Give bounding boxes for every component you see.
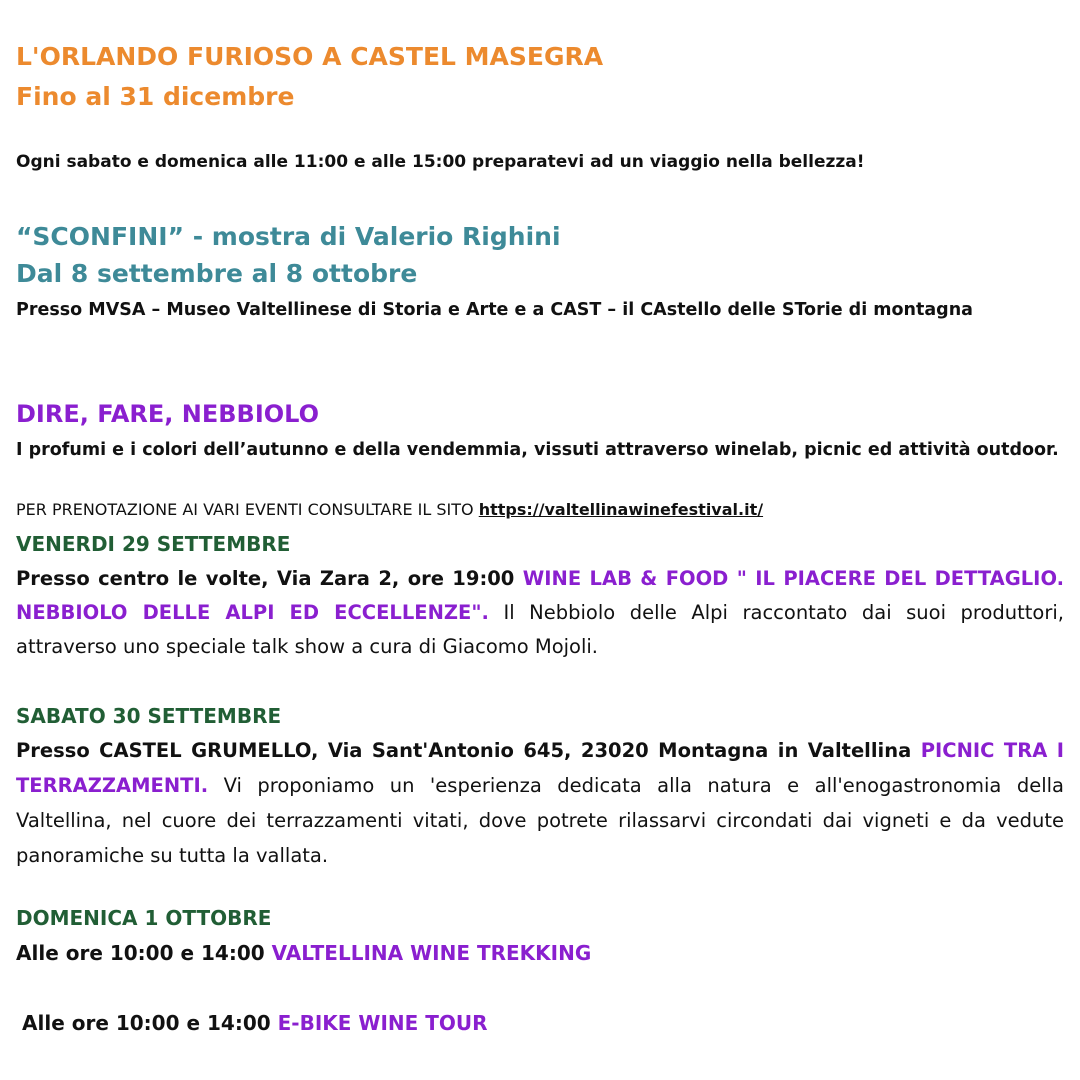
sconfini-location: Presso MVSA – Museo Valtellinese di Storia e Arte e a CAST – il CAstello delle STorie di montagna bbox=[16, 300, 973, 320]
saturday-location: Presso CASTEL GRUMELLO, Via Sant'Antonio 645, 23020 Montagna in Valtellina bbox=[16, 739, 921, 762]
ebike-line bbox=[22, 1008, 1064, 1038]
saturday-paragraph bbox=[16, 733, 1064, 873]
booking-text: PER PRENOTAZIONE AI VARI EVENTI CONSULTARE IL SITO bbox=[16, 500, 479, 519]
trekking-line bbox=[16, 938, 1064, 968]
friday-paragraph bbox=[16, 562, 1064, 664]
orlando-title: L'ORLANDO FURIOSO A CASTEL MASEGRA bbox=[16, 42, 604, 71]
ebike-event: E-BIKE WINE TOUR bbox=[277, 1011, 488, 1035]
sunday-date: DOMENICA 1 OTTOBRE bbox=[16, 906, 272, 930]
ebike-time: Alle ore 10:00 e 14:00 bbox=[22, 1011, 278, 1035]
booking-line bbox=[16, 498, 1064, 522]
trekking-time: Alle ore 10:00 e 14:00 bbox=[16, 941, 272, 965]
saturday-date: SABATO 30 SETTEMBRE bbox=[16, 704, 282, 728]
saturday-event: PICNIC TRA I TERRAZZAMENTI. bbox=[16, 739, 1064, 797]
trekking-event: VALTELLINA WINE TREKKING bbox=[271, 941, 592, 965]
nebbiolo-title: DIRE, FARE, NEBBIOLO bbox=[16, 400, 319, 428]
sconfini-title: “SCONFINI” - mostra di Valerio Righini bbox=[16, 222, 561, 251]
nebbiolo-description: I profumi e i colori dell’autunno e della vendemmia, vissuti attraverso winelab, picnic ed attività outdoor. bbox=[16, 440, 1059, 460]
orlando-dates: Fino al 31 dicembre bbox=[16, 82, 295, 111]
friday-event: WINE LAB & FOOD " IL PIACERE DEL DETTAGLIO. NEBBIOLO DELLE ALPI ED ECCELLENZE". bbox=[16, 567, 1064, 624]
friday-description: Il Nebbiolo delle Alpi raccontato dai suoi produttori, attraverso uno speciale talk show a cura di Giacomo Mojoli. bbox=[16, 601, 1064, 658]
friday-date: VENERDI 29 SETTEMBRE bbox=[16, 532, 291, 556]
festival-link[interactable]: https://valtellinawinefestival.it/ bbox=[478, 500, 764, 519]
sconfini-dates: Dal 8 settembre al 8 ottobre bbox=[16, 259, 418, 288]
friday-location: Presso centro le volte, Via Zara 2, ore 19:00 bbox=[16, 567, 523, 590]
orlando-description: Ogni sabato e domenica alle 11:00 e alle 15:00 preparatevi ad un viaggio nella bellezza! bbox=[16, 152, 865, 172]
saturday-description: Vi proponiamo un 'esperienza dedicata alla natura e all'enogastronomia della Valtellina, nel cuore dei terrazzamenti vitati, dove potrete rilassarvi circondati dai vigneti e da vedute panoramiche su tutta la vallata. bbox=[16, 774, 1064, 867]
